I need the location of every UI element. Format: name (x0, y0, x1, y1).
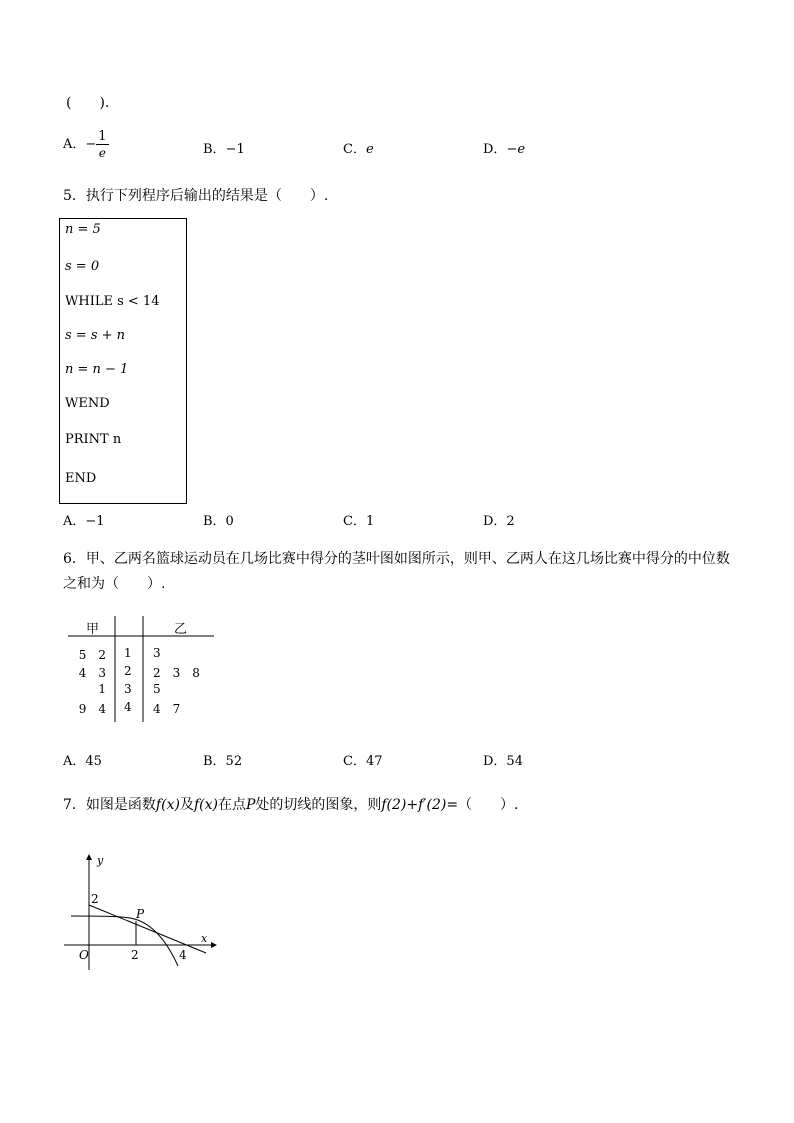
q7-text-mid-1: 及 (179, 797, 194, 813)
q7-text-mid-3: 处的切线的图象，则 (255, 797, 382, 813)
q5-option-c: C．1 (343, 514, 375, 529)
q6-option-a: A．45 (63, 754, 102, 769)
q5-code-line-6: WEND (65, 396, 110, 411)
q4-option-b-label: B． (203, 142, 226, 157)
q6-option-c: C．47 (343, 754, 383, 769)
q6-option-b: B．52 (203, 754, 243, 769)
q4-option-a-fraction (96, 130, 108, 159)
y-axis-label: y (97, 854, 104, 867)
q5-program-box (59, 218, 187, 504)
q4-option-a-numerator: 1 (98, 129, 107, 144)
q5-code-line-8: END (65, 471, 97, 486)
q4-option-b-value: −1 (225, 142, 245, 157)
q5-option-d: D．2 (483, 514, 515, 529)
q4-option-c (343, 138, 374, 157)
q4-option-d (483, 138, 525, 157)
q6-row2-stem: 2 (124, 664, 132, 678)
q4-option-a-label: A． (63, 137, 86, 152)
q5-code-line-4: s = s + n (65, 328, 126, 343)
x-tick-label-4: 4 (179, 948, 187, 962)
q5-code-line-5: n = n − 1 (65, 362, 129, 377)
q7-expression: f(2)+f′(2) (381, 797, 447, 813)
q6-row2-left: 4 3 (78, 666, 106, 680)
q5-question: 5．执行下列程序后输出的结果是（ ）. (63, 188, 329, 204)
q6-row4-right: 4 7 (153, 702, 181, 716)
q6-row4-stem: 4 (124, 700, 132, 714)
q6-question-line-2: 之和为（ ）. (63, 576, 166, 592)
q4-option-c-label: C． (343, 142, 366, 157)
q4-option-d-label: D． (483, 142, 507, 157)
tangent-line (89, 905, 206, 953)
q6-row4-left: 9 4 (78, 702, 106, 716)
q7-fx-2: f(x) (193, 797, 218, 813)
q4-option-a (63, 130, 109, 159)
q5-option-b: B．0 (203, 514, 234, 529)
x-axis-label: x (201, 932, 208, 945)
point-p-label: P (136, 907, 145, 921)
q4-option-a-denominator: e (98, 146, 106, 160)
q5-code-line-3: WHILE s < 14 (65, 294, 160, 309)
q6-row1-right: 3 (153, 646, 161, 660)
q6-header-yi: 乙 (174, 622, 188, 637)
q4-answer-paren: ( ). (66, 95, 110, 111)
q5-code-line-7: PRINT n (65, 432, 122, 447)
q7-text-mid-2: 在点 (217, 797, 246, 813)
q5-code-line-2: s = 0 (65, 259, 100, 274)
q6-row2-right: 2 3 8 (153, 666, 200, 680)
q6-row3-right: 5 (153, 682, 161, 696)
q6-stem-leaf-plot (64, 616, 224, 726)
q7-text-prefix: 7．如图是函数 (63, 797, 156, 813)
q4-option-b (203, 138, 245, 157)
q4-option-d-value: −e (506, 142, 526, 157)
q4-option-a-sign: − (85, 137, 97, 152)
q7-text-suffix: =（ ）. (446, 797, 519, 813)
q5-code-line-1: n = 5 (65, 222, 101, 237)
x-tick-label-2: 2 (131, 948, 139, 962)
q6-row3-left: 1 (98, 682, 106, 696)
q6-option-d: D．54 (483, 754, 523, 769)
q6-row1-stem: 1 (124, 646, 132, 660)
q6-row1-left: 5 2 (78, 648, 106, 662)
q4-option-c-value: e (365, 142, 374, 157)
q7-point-p: P (245, 797, 256, 813)
q6-row3-stem: 3 (124, 682, 132, 696)
q6-question-line-1: 6．甲、乙两名篮球运动员在几场比赛中得分的茎叶图如图所示，则甲、乙两人在这几场比赛中得分的中位数 (63, 551, 730, 567)
y-tick-label-2: 2 (91, 892, 99, 906)
q6-header-jia: 甲 (86, 622, 100, 637)
origin-label: O (79, 948, 89, 962)
q7-fx-1: f(x) (155, 797, 180, 813)
q5-option-a: A．−1 (63, 514, 105, 529)
q7-question (63, 794, 519, 814)
q7-function-graph (60, 845, 230, 975)
